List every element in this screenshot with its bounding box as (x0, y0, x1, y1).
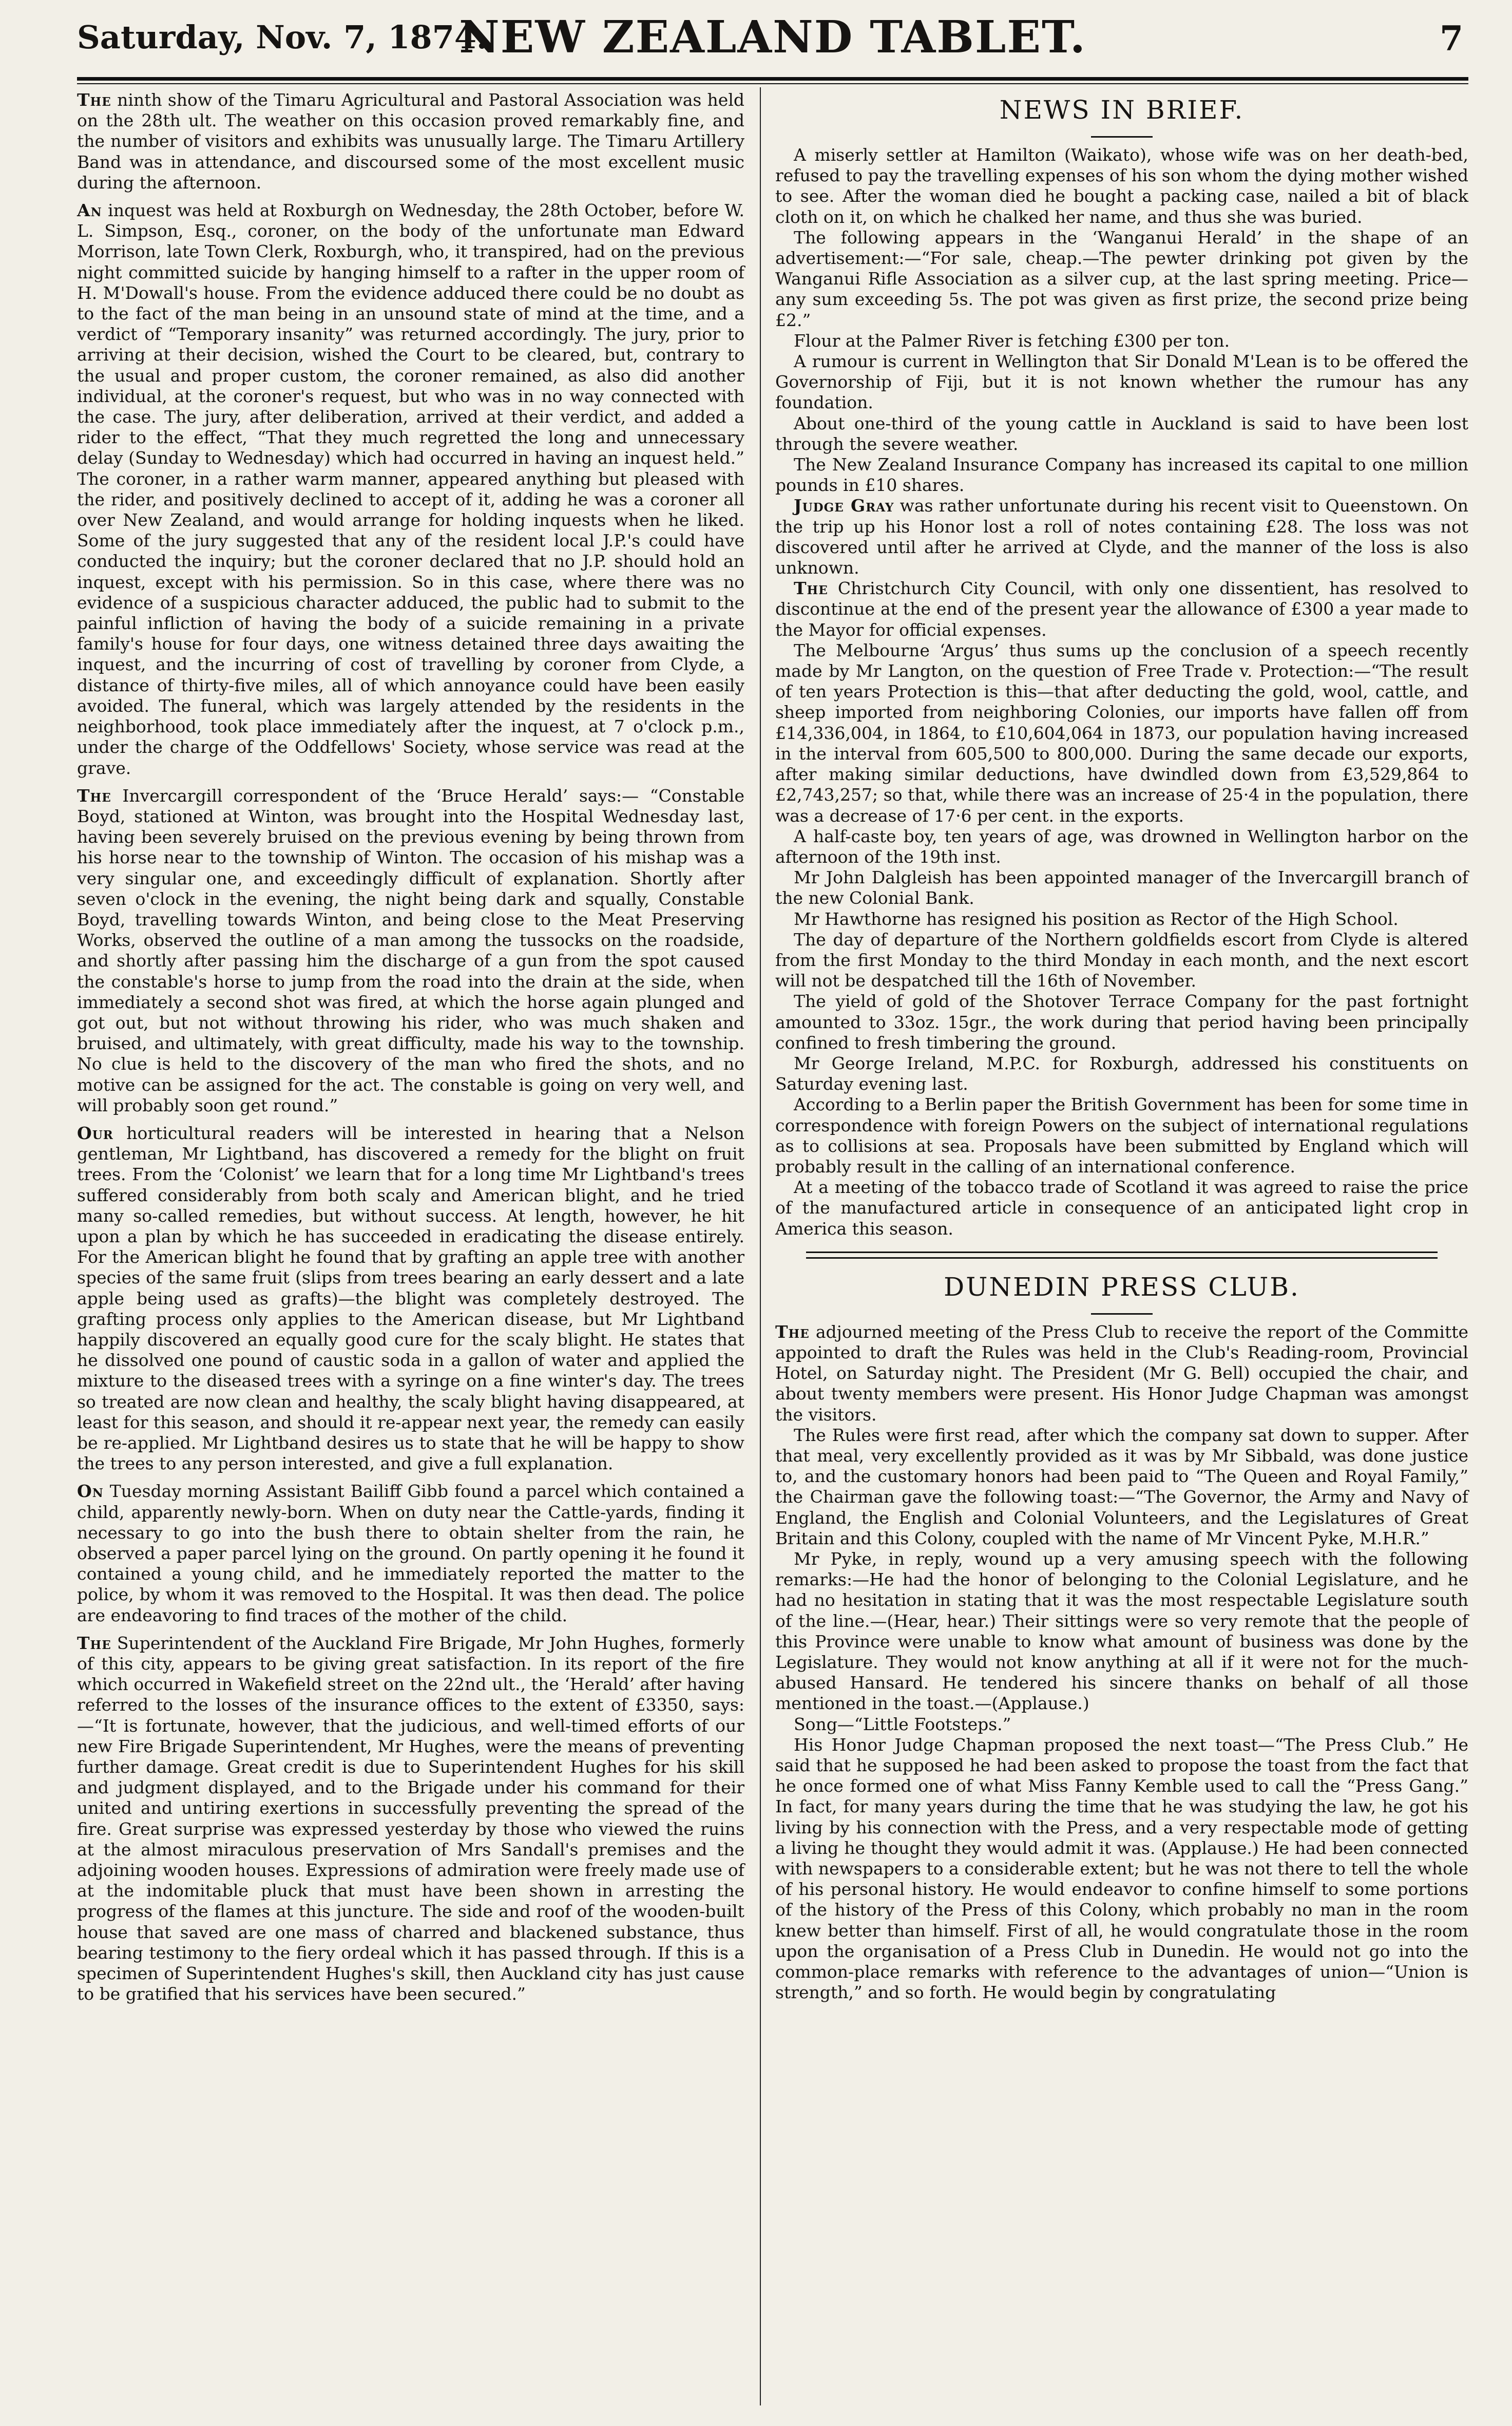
brief-item: A half-caste boy, ten years of age, was drowned in Wellington harbor on the afternoon of the 19th inst. (775, 826, 1468, 867)
issue-date: Saturday, Nov. 7, 1874. (77, 18, 488, 56)
press-club-paragraph: Mr Pyke, in reply, wound up a very amusing speech with the following remarks:—He had the honor of belonging to the Colonial Legislature, and he had no hesitation in stating that it was the most respectable Legislature south of the line.—(Hear, hear.) Their sittings were so very remote that the people of this Province were unable to know what amount of business was done by the Legislature. They would not know anything at all if it were not for the much-abused Hansard. He tendered his sincere thanks on behalf of all those mentioned in the toast.—(Applause.) (775, 1549, 1468, 1714)
brief-item: The yield of gold of the Shotover Terrace Company for the past fortnight amounted to 33oz. 15gr., the work during that period having been principally confined to fresh timbering the ground. (775, 991, 1468, 1053)
page-number: 7 (1440, 18, 1463, 59)
press-club-paragraph: The Rules were first read, after which the company sat down to supper. After that meal, very excellently provided as it was by Mr Sibbald, was done justice to, and the customary honors had been paid to “The Queen and Royal Family,” the Chairman gave the following toast:—“The Governor, the Army and Navy of England, the English and Colonial Volunteers, and the Legislatures of Great Britain and this Colony, coupled with the name of Mr Vincent Pyke, M.H.R.” (775, 1425, 1468, 1548)
column-divider (760, 87, 761, 2405)
article-found-child: On Tuesday morning Assistant Bailiff Gibb found a parcel which contained a child, apparently newly-born. When on duty near the Cattle-yards, finding it necessary to go into the bush there to obtain shelter from the rain, he observed a paper parcel lying on the ground. On partly opening it he found it contained a young child, and he immediately reported the matter to the police, by whom it was removed to the Hospital. It was then dead. The police are endeavoring to find traces of the mother of the child. (77, 1481, 744, 1625)
brief-item: Mr John Dalgleish has been appointed manager of the Invercargill branch of the new Colonial Bank. (775, 867, 1468, 908)
press-club-heading: DUNEDIN PRESS CLUB. (944, 1272, 1300, 1302)
newspaper-title: NEW ZEALAND TABLET. (459, 11, 1086, 63)
brief-item: The Christchurch City Council, with only one dissentient, has resolved to discontinue at the end of the present year the allowance of £300 a year made to the Mayor for official expenses. (775, 578, 1468, 640)
news-in-brief-heading: NEWS IN BRIEF. (999, 95, 1245, 125)
masthead-rule-thick (77, 77, 1468, 81)
brief-item: Flour at the Palmer River is fetching £300 per ton. (794, 330, 1230, 351)
heading-rule (1091, 1313, 1153, 1315)
article-fruit-blight: Our horticultural readers will be interested in hearing that a Nelson gentleman, Mr Lightband, has discovered a remedy for the blight on fruit trees. From the ‘Colonist’ we learn that for a long time Mr Lightband's trees suffered considerably from both scaly and American blight, and he tried many so-called remedies, but without success. At length, however, he hit upon a plan by which he has succeeded in eradicating the disease entirely. For the American blight he found that by grafting an apple tree with another species of the same fruit (slips from trees bearing an early dessert and a late apple being used as grafts)—the blight was completely destroyed. The grafting process only applies to the American disease, but Mr Lightband happily discovered an equally good cure for the scaly blight. He states that he dissolved one pound of caustic soda in a gallon of water and applied the mixture to the diseased trees with a syringe on a fine winter's day. The trees so treated are now clean and healthy, the scaly blight having disappeared, at least for this season, and should it re-appear next year, the remedy can easily be re-applied. Mr Lightband desires us to state that he will be happy to show the trees to any person interested, and give a full explanation. (77, 1123, 744, 1474)
brief-item: A miserly settler at Hamilton (Waikato), whose wife was on her death-bed, refused to pay the travelling expenses of his son whom the dying mother wished to see. After the woman died he bought a packing case, nailed a bit of black cloth on it, on which he chalked her name, and thus she was buried. (775, 145, 1468, 227)
brief-item: The New Zealand Insurance Company has increased its capital to one million pounds in £10 shares. (775, 454, 1468, 496)
masthead (77, 9, 1468, 76)
brief-item: About one-third of the young cattle in Auckland is said to have been lost through the severe weather. (775, 413, 1468, 454)
brief-item: Mr Hawthorne has resigned his position as Rector of the High School. (794, 908, 1399, 929)
press-club-paragraph: The adjourned meeting of the Press Club to receive the report of the Committe appointed to draft the Rules was held in the Club's Reading-room, Provincial Hotel, on Saturday night. The President (Mr G. Bell) occupied the chair, and about twenty members were present. His Honor Judge Chapman was amongst the visitors. (775, 1321, 1468, 1425)
brief-item: Judge Gray was rather unfortunate during his recent visit to Queenstown. On the trip up his Honor lost a roll of notes containing £28. The loss was not discovered until after he arrived at Clyde, and the manner of the loss is also unknown. (775, 496, 1468, 578)
brief-item: Mr George Ireland, M.P.C. for Roxburgh, addressed his constituents on Saturday evening last. (775, 1053, 1468, 1094)
section-double-rule (806, 1252, 1438, 1259)
news-in-brief-section (775, 95, 1468, 1239)
brief-item: The Melbourne ‘Argus’ thus sums up the conclusion of a speech recently made by Mr Langton, on the question of Free Trade v. Protection:—“The result of ten years Protection is this—that after deducting the gold, wool, cattle, and sheep imported from neighboring Colonies, our imports have fallen off from £14,336,004, in 1864, to £10,604,064 in 1873, our population having increased in the interval from 605,500 to 800,000. During the same decade our exports, after making similar deductions, have dwindled down from £3,529,864 to £2,743,257; so that, while there was an increase of 25·4 in the population, there was a decrease of 17·6 per cent. in the exports. (775, 640, 1468, 826)
brief-item: The following appears in the ‘Wanganui Herald’ in the shape of an advertisement:—“For sale, cheap.—The pewter drinking pot given by the Wanganui Rifle Association as a silver cup, at the last spring meeting. Price—any sum exceeding 5s. The pot was given as first prize, the second prize being £2.” (775, 227, 1468, 330)
article-roxburgh-inquest: An inquest was held at Roxburgh on Wednesday, the 28th October, before W. L. Simpson, Esq., coroner, on the body of the unfortunate man Edward Morrison, late Town Clerk, Roxburgh, who, it transpired, had on the previous night committed suicide by hanging himself to a rafter in the upper room of H. M'Dowall's house. From the evidence adduced there could be no doubt as to the fact of the man being in an unsound state of mind at the time, and a verdict of “Temporary insanity” was returned accordingly. The jury, prior to arriving at their decision, wished the Court to be cleared, but, contrary to the usual and proper custom, the coroner remained, as also did another individual, at the coroner's request, but who was in no way connected with the case. The jury, after deliberation, arrived at their verdict, and added a rider to the effect, “That they much regretted the long and unnecessary delay (Sunday to Wednesday) which had occurred in having an inquest held.” The coroner, in a rather warm manner, appeared anything but pleased with the rider, and positively declined to accept of it, adding he was a coroner all over New Zealand, and would arrange for holding inquests when he liked. Some of the jury suggested that any of the resident local J.P.'s could have conducted the inquiry; but the coroner declared that no J.P. should hold an inquest, except with his permission. So in this case, where there was no evidence of a suspicious character adduced, the public had to submit to the painful infliction of having the body of a suicide remaining in a private family's house for four days, one witness detained three days awaiting the inquest, and the incurring of cost of travelling by coroner from Clyde, a distance of thirty-five miles, all of which annoyance could have been easily avoided. The funeral, which was largely attended by the residents in the neighborhood, took place immediately after the inquest, at 7 o'clock p.m., under the charge of the Oddfellows' Society, whose service was read at the grave. (77, 200, 744, 778)
brief-item: A rumour is current in Wellington that Sir Donald M'Lean is to be offered the Governorship of Fiji, but it is not known whether the rumour has any foundation. (775, 351, 1468, 413)
brief-item: The day of departure of the Northern goldfields escort from Clyde is altered from the first Monday to the third Monday in each month, and the next escort will not be despatched till the 16th of November. (775, 929, 1468, 991)
article-fire-brigade: The Superintendent of the Auckland Fire Brigade, Mr John Hughes, formerly of this city, appears to be giving great satisfaction. In its report of the fire which occurred in Wakefield street on the 22nd ult., the ‘Herald’ after having referred to the losses of the insurance offices to the extent of £3350, says:—“It is fortunate, however, that the judicious, and well-timed efforts of our new Fire Brigade Superintendent, Mr Hughes, were the means of preventing further damage. Great credit is due to Superintendent Hughes for his skill and judgment displayed, and to the Brigade under his command for their united and untiring exertions in successfully preventing the spread of the fire. Great surprise was expressed yesterday by those who viewed the ruins at the almost miraculous preservation of Mrs Sandall's premises and the adjoining wooden houses. Expressions of admiration were freely made use of at the indomitable pluck that must have been shown in arresting the progress of the flames at this juncture. The side and roof of the wooden-built house that saved are one mass of charred and blackened substance, thus bearing testimony to the fiery ordeal which it has passed through. If this is a specimen of Superintendent Hughes's skill, then Auckland city has just cause to be gratified that his services have been secured.” (77, 1633, 744, 2004)
article-constable-boyd: The Invercargill correspondent of the ‘Bruce Herald’ says:— “Constable Boyd, stationed at Winton, was brought into the Hospital Wednesday last, having been severely bruised on the previous evening by being thrown from his horse near to the township of Winton. The occasion of his mishap was a very singular one, and exceedingly difficult of explanation. Shortly after seven o'clock in the evening, the night being dark and squally, Constable Boyd, travelling towards Winton, and being close to the Meat Preserving Works, observed the outline of a man among the tussocks on the roadside, and shortly after passing him the discharge of a gun from the spot caused the constable's horse to jump from the road into the drain at the side, when immediately a second shot was fired, at which the horse again plunged and got out, but not without throwing his rider, who was much shaken and bruised, and ultimately, with great difficulty, made his way to the township. No clue is held to the discovery of the man who fired the shots, and no motive can be assigned for the act. The constable is going on very well, and will probably soon get round.” (77, 785, 744, 1115)
left-column (77, 90, 744, 2012)
brief-item: According to a Berlin paper the British Government has been for some time in correspondence with foreign Powers on the subject of international regulations as to collisions at sea. Proposals have been submitted by England which will probably result in the calling of an international conference. (775, 1094, 1468, 1177)
masthead-rule-thin (77, 83, 1468, 84)
article-timaru-show: The ninth show of the Timaru Agricultural and Pastoral Association was held on the 28th ult. The weather on this occasion proved remarkably fine, and the number of visitors and exhibits was unusually large. The Timaru Artillery Band was in attendance, and discoursed some of the most excellent music during the afternoon. (77, 90, 744, 193)
press-club-paragraph: Song—“Little Footsteps.” (794, 1714, 1011, 1734)
brief-item: At a meeting of the tobacco trade of Scotland it was agreed to raise the price of the manufactured article in consequence of an anticipated light crop in America this season. (775, 1177, 1468, 1239)
right-column (775, 90, 1468, 2008)
heading-rule (1091, 136, 1153, 138)
press-club-section (775, 1272, 1468, 2003)
press-club-paragraph: His Honor Judge Chapman proposed the next toast—“The Press Club.” He said that he supposed he had been asked to propose the toast from the fact that he once formed one of what Miss Fanny Kemble used to call the “Press Gang.” In fact, for many years during the time that he was studying the law, he got his living by his connection with the Press, and a very respectable mode of getting a living he thought they would admit it was. (Applause.) He had been connected with newspapers to a considerable extent; but he was not there to tell the whole of his personal history. He would endeavor to confine himself to some portions of the history of the Press of this Colony, which probably no man in the room knew better than himself. First of all, he would congratulate those in the room upon the organisation of a Press Club in Dunedin. He would not go into the common-place remarks with reference to the advantages of union—“Union is strength,” and so forth. He would begin by congratulating (775, 1734, 1468, 2003)
